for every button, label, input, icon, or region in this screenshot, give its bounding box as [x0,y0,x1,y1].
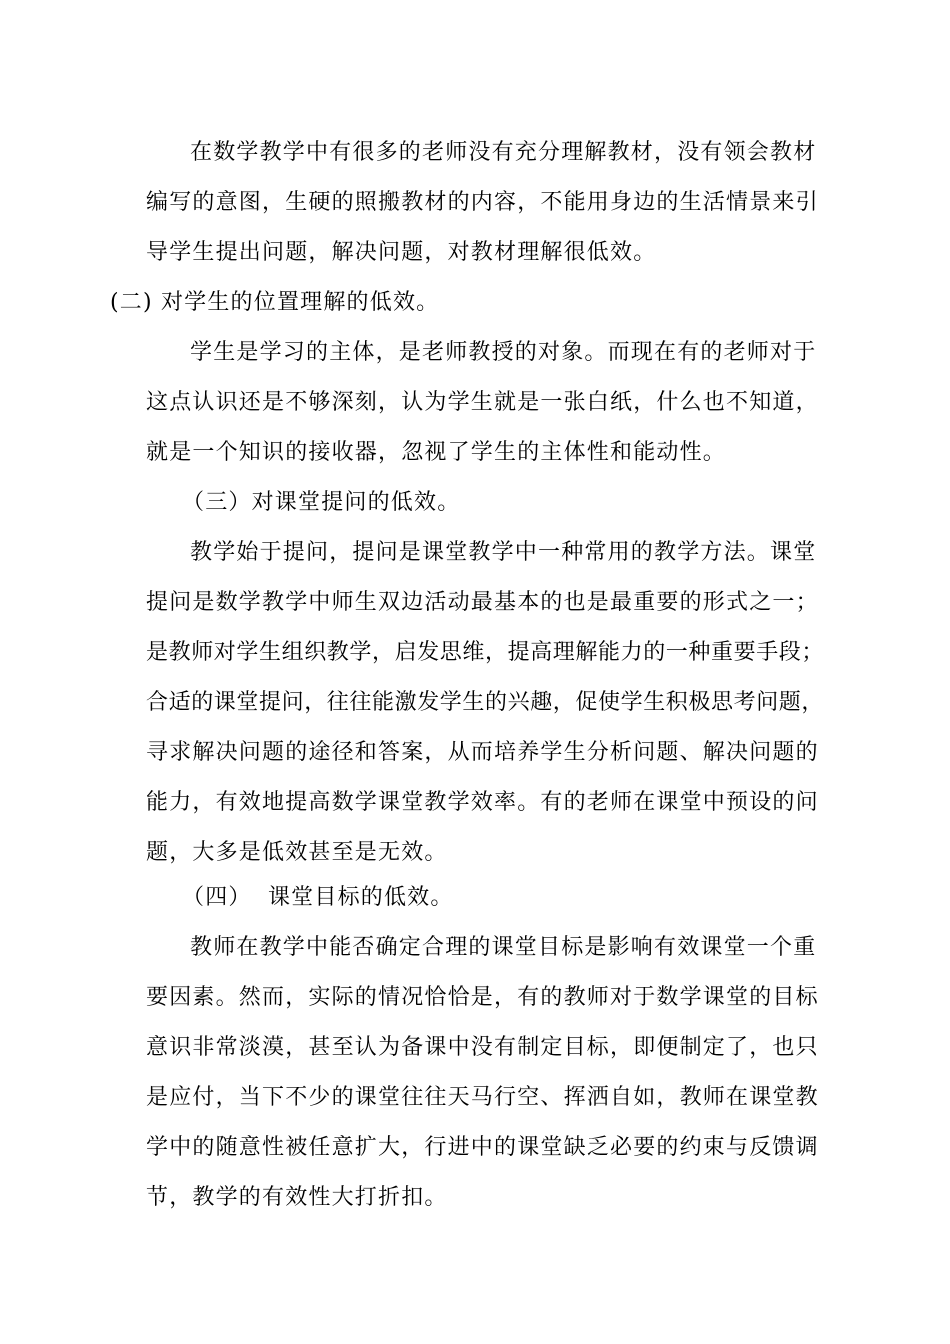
paragraph-3-line-6: 能力，有效地提高数学课堂教学效率。有的老师在课堂中预设的问 [146,790,819,815]
paragraph-1-line-3: 导学生提出问题，解决问题，对教材理解很低效。 [146,240,657,265]
paragraph-4-line-2: 要因素。然而，实际的情况恰恰是，有的教师对于数学课堂的目标 [146,985,819,1010]
paragraph-4-line-3: 意识非常淡漠，甚至认为备课中没有制定目标，即便制定了，也只 [146,1035,819,1060]
paragraph-1-line-2: 编写的意图，生硬的照搬教材的内容，不能用身边的生活情景来引 [146,190,819,215]
paragraph-3-line-2: 提问是数学教学中师生双边活动最基本的也是最重要的形式之一； [146,590,819,615]
paragraph-3-line-3: 是教师对学生组织教学，启发思维，提高理解能力的一种重要手段； [146,640,825,665]
paragraph-4-line-5: 学中的随意性被任意扩大，行进中的课堂缺乏必要的约束与反馈调 [146,1135,819,1160]
paragraph-3-line-4: 合适的课堂提问，往往能激发学生的兴趣，促使学生积极思考问题， [146,690,825,715]
paragraph-2-line-1: 学生是学习的主体，是老师教授的对象。而现在有的老师对于 [190,340,817,365]
section-heading-4: （四） 课堂目标的低效。 [182,885,454,910]
paragraph-4-line-6: 节，教学的有效性大打折扣。 [146,1185,448,1210]
paragraph-3-line-1: 教学始于提问，提问是课堂教学中一种常用的教学方法。课堂 [190,540,817,565]
paragraph-2-line-3: 就是一个知识的接收器，忽视了学生的主体性和能动性。 [146,440,727,465]
paragraph-3-line-5: 寻求解决问题的途径和答案，从而培养学生分析问题、解决问题的 [146,740,819,765]
paragraph-3-line-7: 题，大多是低效甚至是无效。 [146,840,448,865]
paragraph-4-line-4: 是应付，当下不少的课堂往往天马行空、挥洒自如，教师在课堂教 [146,1085,819,1110]
section-heading-3: （三）对课堂提问的低效。 [182,490,461,515]
paragraph-1-line-1: 在数学教学中有很多的老师没有充分理解教材，没有领会教材 [190,140,817,165]
section-heading-2: (二) 对学生的位置理解的低效。 [110,290,440,315]
paragraph-2-line-2: 这点认识还是不够深刻，认为学生就是一张白纸，什么也不知道， [146,390,819,415]
paragraph-4-line-1: 教师在教学中能否确定合理的课堂目标是影响有效课堂一个重 [190,935,817,960]
